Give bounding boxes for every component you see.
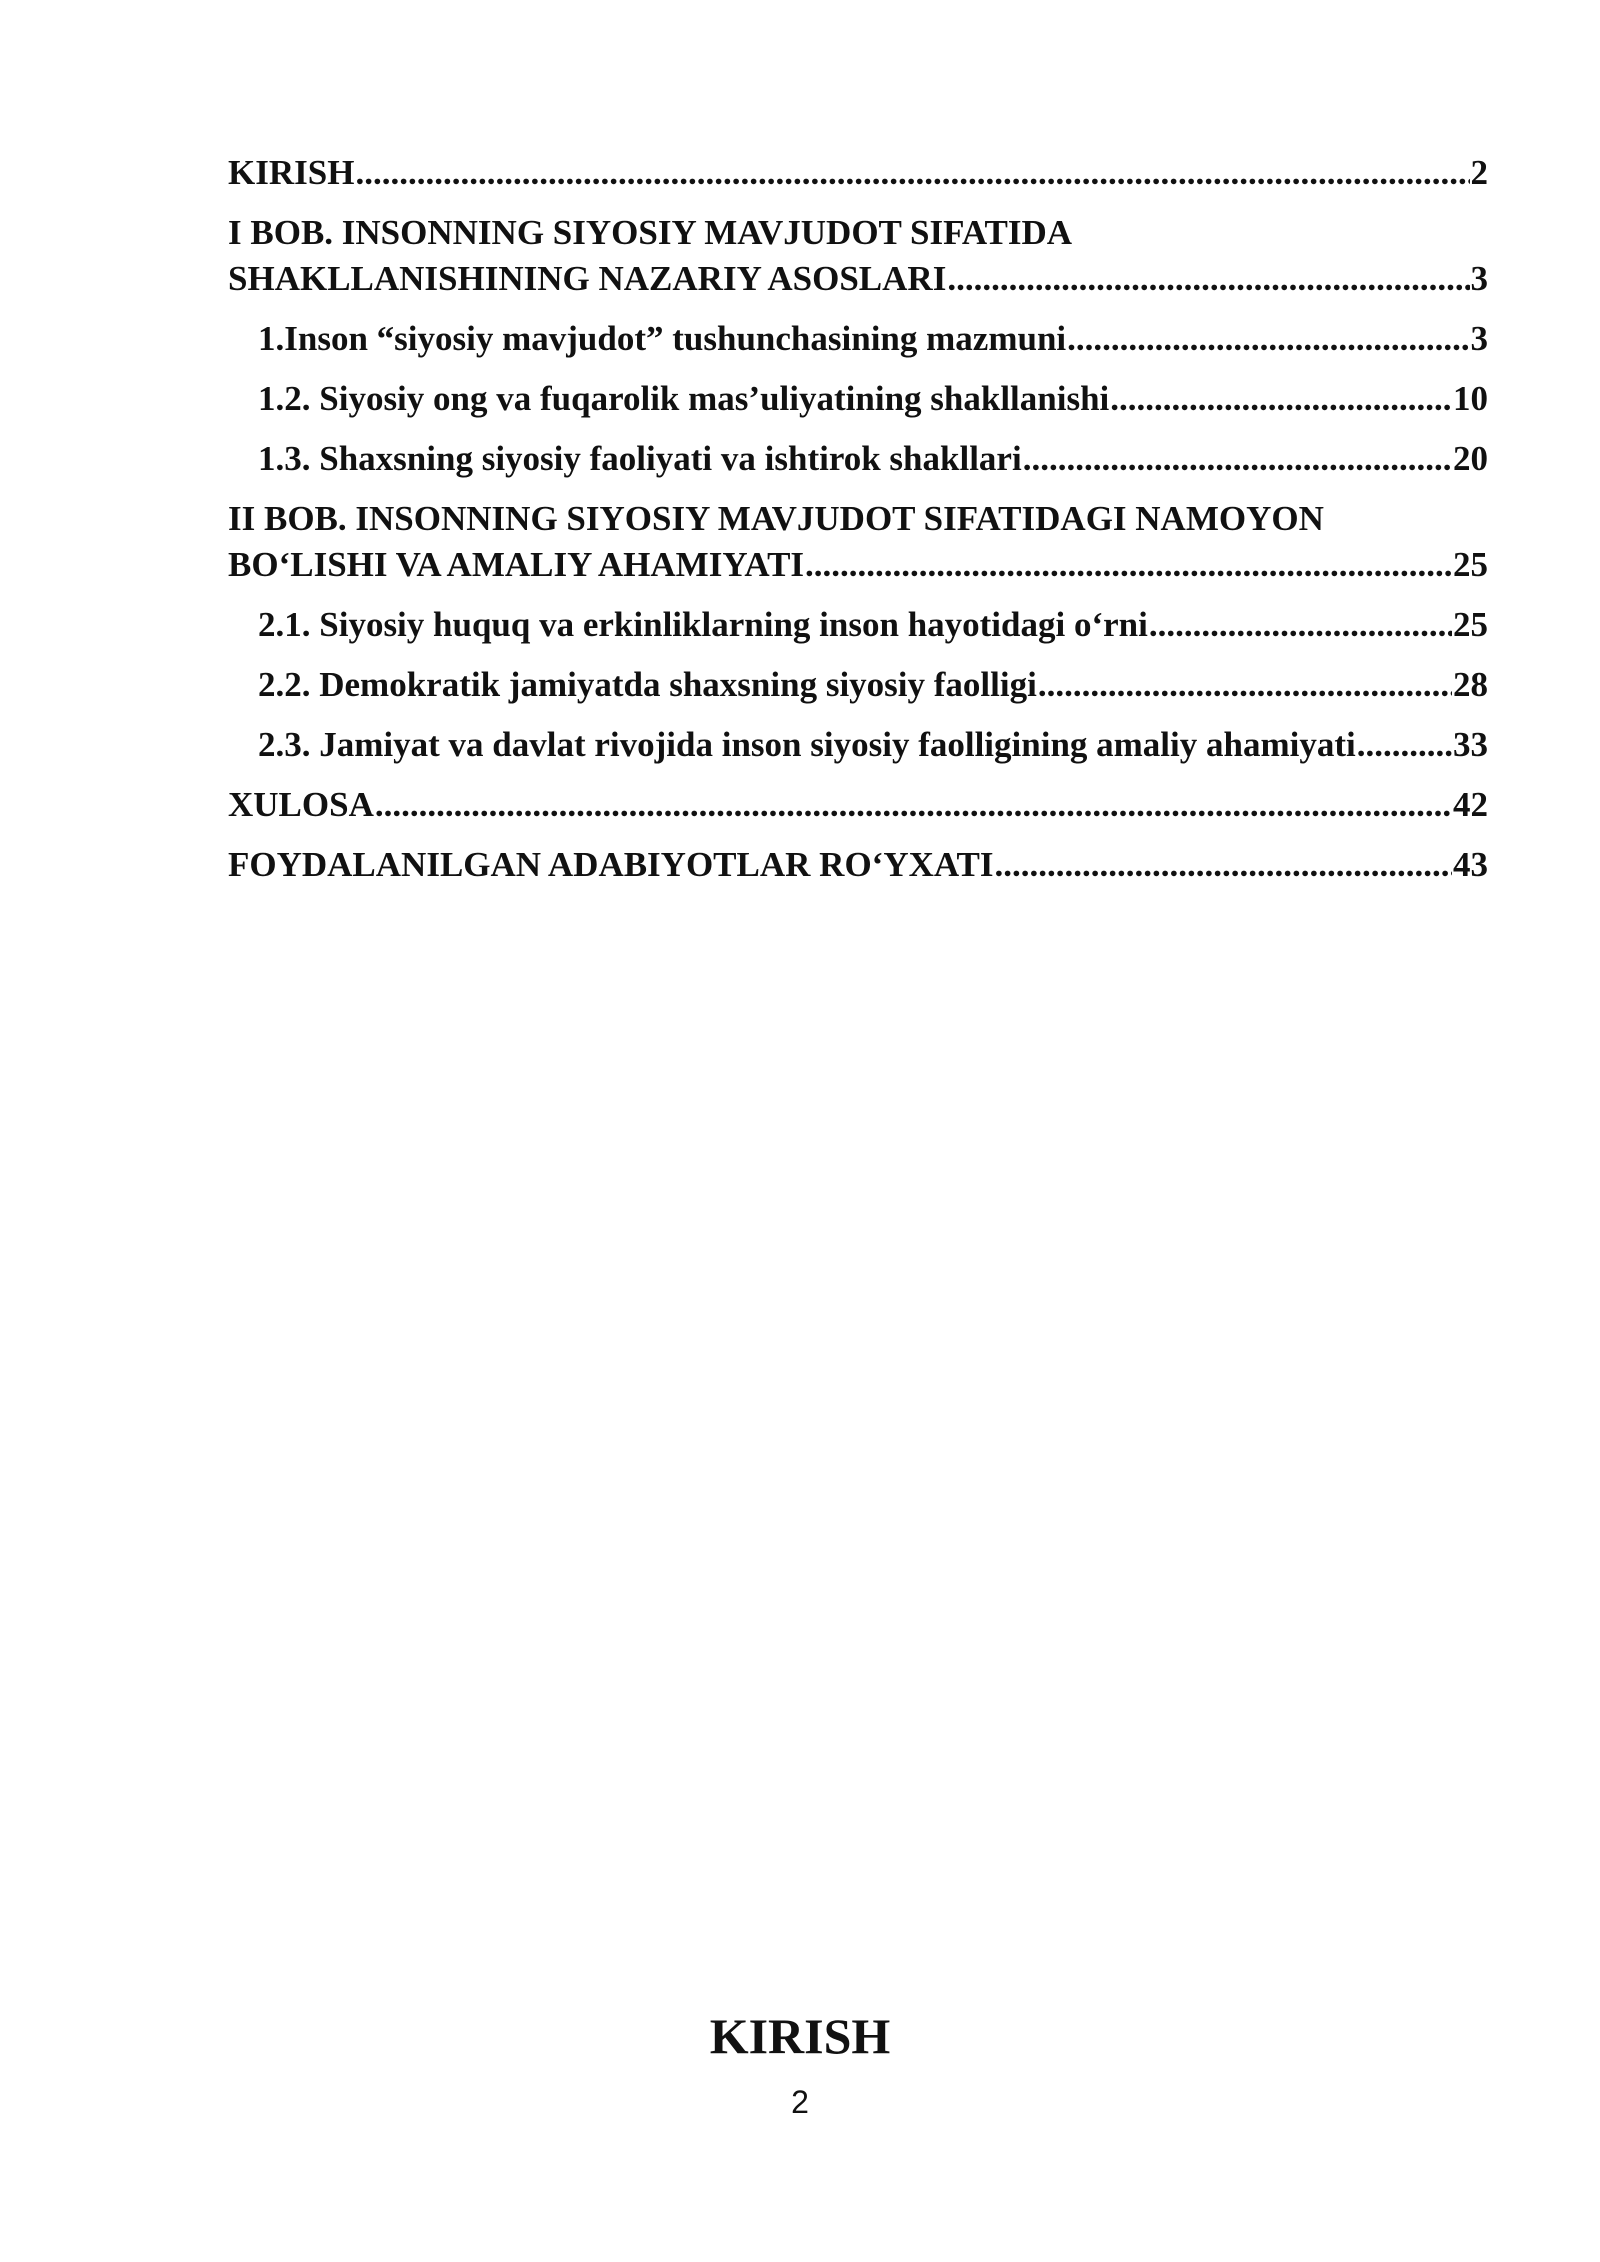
toc-entry-page: 28 <box>1453 665 1488 704</box>
toc-entry-title: 2.3. Jamiyat va davlat rivojida inson siyosiy faolligining amaliy ahamiyati <box>258 725 1356 764</box>
toc-entry-section-1-3[interactable] <box>228 436 1488 482</box>
toc-entry-title: 2.2. Demokratik jamiyatda shaxsning siyosiy faolligi <box>258 665 1037 704</box>
toc-entry-title-first-line: II BOB. INSONNING SIYOSIY MAVJUDOT SIFATIDAGI NAMOYON <box>228 499 1324 538</box>
toc-entry-title: SHAKLLANISHINING NAZARIY ASOSLARI <box>228 259 947 298</box>
toc-entry-page: 25 <box>1453 605 1488 644</box>
toc-line <box>228 782 1488 828</box>
toc-leader-dots <box>1023 436 1452 482</box>
toc-entry-section-1-1[interactable] <box>228 316 1488 362</box>
toc-entry-xulosa[interactable] <box>228 782 1488 828</box>
toc-entry-title: KIRISH <box>228 153 355 192</box>
toc-leader-dots <box>1038 662 1452 708</box>
toc-entry-page: 42 <box>1453 785 1488 824</box>
toc-entry-title: 1.2. Siyosiy ong va fuqarolik mas’uliyatining shakllanishi <box>258 379 1110 418</box>
toc-entry-section-2-3[interactable] <box>228 722 1488 768</box>
toc-entry-page: 3 <box>1470 319 1488 358</box>
toc-entry-references[interactable] <box>228 842 1488 888</box>
toc-entry-page: 3 <box>1470 259 1488 298</box>
toc-line <box>228 542 1488 588</box>
toc-entry-page: 33 <box>1453 725 1488 764</box>
toc-line <box>228 150 1488 196</box>
toc-entry-section-2-1[interactable] <box>228 602 1488 648</box>
toc-leader-dots <box>375 782 1452 828</box>
toc-entry-title: XULOSA <box>228 785 374 824</box>
toc-leader-dots <box>947 256 1469 302</box>
toc-leader-dots <box>1110 376 1452 422</box>
toc-entry-section-2-2[interactable] <box>228 662 1488 708</box>
toc-line <box>258 376 1488 422</box>
table-of-contents <box>228 150 1488 902</box>
toc-entry-title: 1.3. Shaxsning siyosiy faoliyati va ishtirok shakllari <box>258 439 1022 478</box>
toc-entry-title: 2.1. Siyosiy huquq va erkinliklarning inson hayotidagi o‘rni <box>258 605 1148 644</box>
toc-entry-title: 1.Inson “siyosiy mavjudot” tushunchasining mazmuni <box>258 319 1067 358</box>
toc-entry-page: 20 <box>1453 439 1488 478</box>
toc-line <box>258 602 1488 648</box>
toc-leader-dots <box>995 842 1452 888</box>
toc-leader-dots <box>1357 722 1452 768</box>
toc-entry-page: 43 <box>1453 845 1488 884</box>
toc-entry-page: 10 <box>1453 379 1488 418</box>
toc-entry-kirish[interactable] <box>228 150 1488 196</box>
toc-line <box>258 436 1488 482</box>
toc-entry-page: 25 <box>1453 545 1488 584</box>
toc-leader-dots <box>1149 602 1452 648</box>
toc-line <box>258 662 1488 708</box>
toc-entry-page: 2 <box>1470 153 1488 192</box>
toc-line <box>258 316 1488 362</box>
toc-line <box>258 722 1488 768</box>
toc-entry-title-first-line: I BOB. INSONNING SIYOSIY MAVJUDOT SIFATIDA <box>228 213 1073 252</box>
toc-leader-dots <box>805 542 1452 588</box>
toc-entry-title: BO‘LISHI VA AMALIY AHAMIYATI <box>228 545 805 584</box>
toc-leader-dots <box>1067 316 1469 362</box>
toc-entry-chapter-2[interactable] <box>228 496 1488 588</box>
toc-entry-section-1-2[interactable] <box>228 376 1488 422</box>
toc-line <box>228 256 1488 302</box>
section-heading: KIRISH <box>709 2008 891 2064</box>
toc-leader-dots <box>355 150 1469 196</box>
page-number: 2 <box>791 2084 809 2120</box>
toc-entry-chapter-1[interactable] <box>228 210 1488 302</box>
toc-entry-title: FOYDALANILGAN ADABIYOTLAR RO‘YXATI <box>228 845 994 884</box>
toc-line <box>228 842 1488 888</box>
